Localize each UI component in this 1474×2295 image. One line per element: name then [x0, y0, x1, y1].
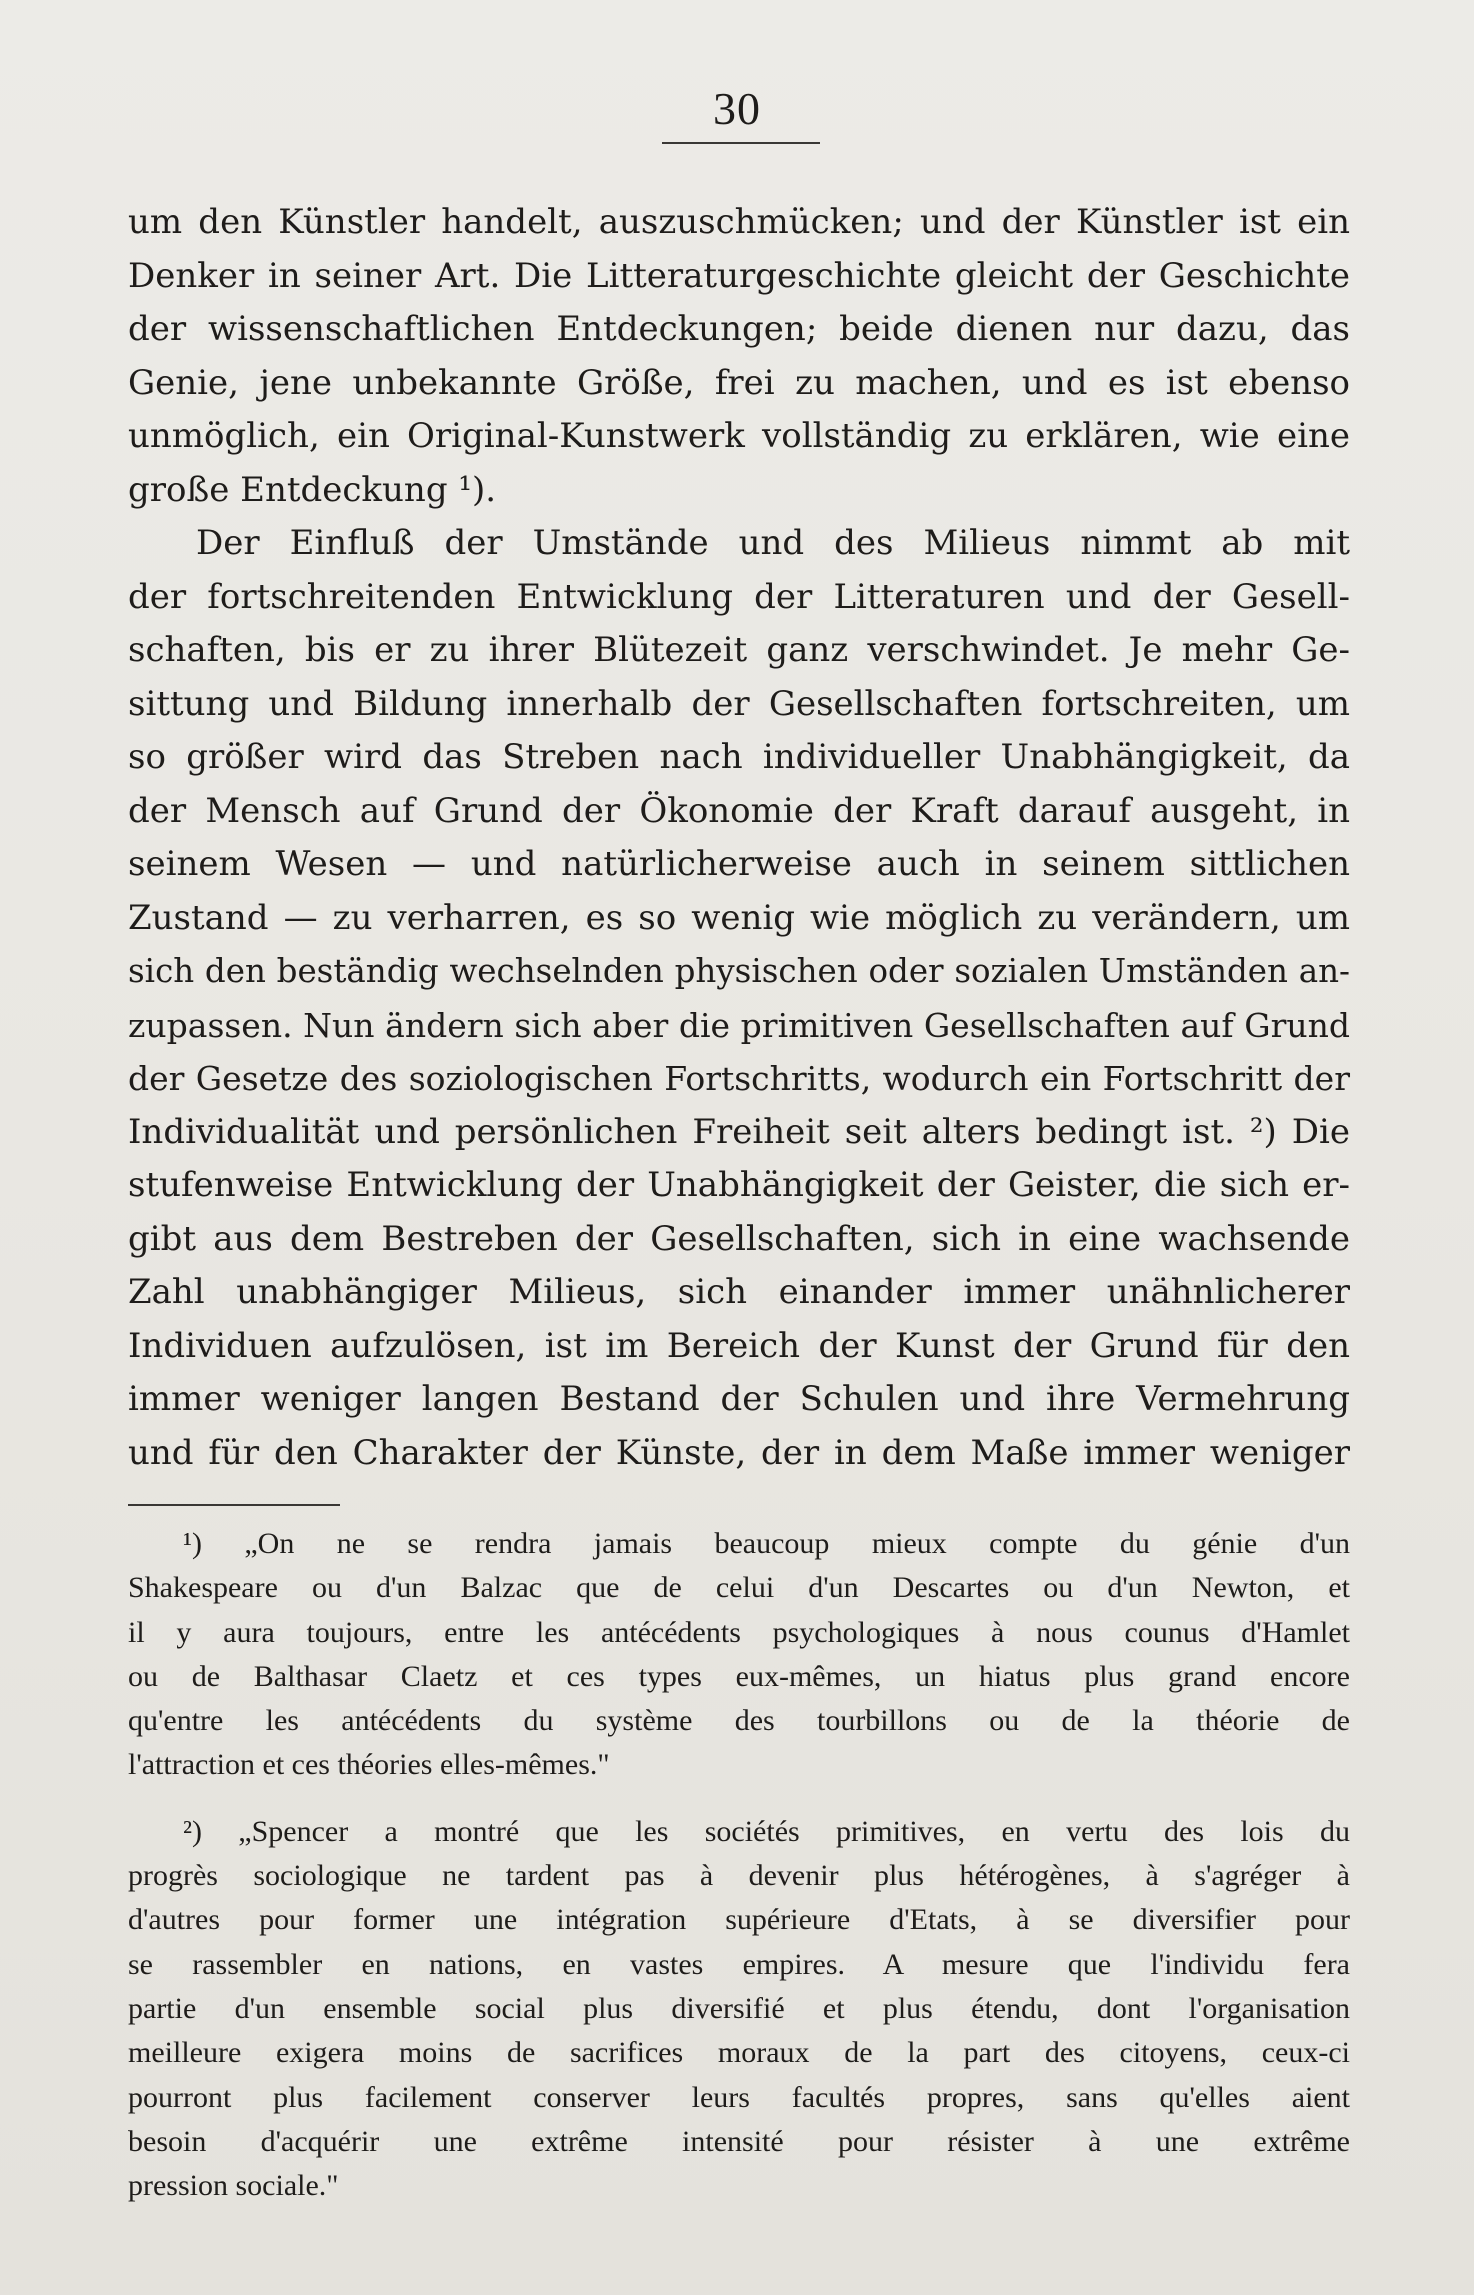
text-line: Individualität und persönlichen Freiheit seit alters bedingt ist. ²) Die	[128, 1111, 1350, 1152]
main-text-block	[128, 196, 1350, 1480]
footnote-line: meilleure exigera moins de sacrifices moraux de la part des citoyens, ceux-ci	[128, 2036, 1350, 2070]
text-line: immer weniger langen Bestand der Schulen und ihre Vermehrung	[128, 1379, 1350, 1419]
footnote-line: besoin d'acquérir une extrême intensité pour résister à une extrême	[128, 2124, 1350, 2158]
footnote-line: il y aura toujours, entre les antécédents psychologiques à nous counus d'Hamlet	[128, 1615, 1350, 1649]
text-line: zupassen. Nun ändern sich aber die primitiven Gesellschaften auf Grund	[128, 1005, 1350, 1045]
text-line: Der Einfluß der Umstände und des Milieus nimmt ab mit	[196, 523, 1350, 563]
text-line: sittung und Bildung innerhalb der Gesellschaften fortschreiten, um	[128, 683, 1350, 724]
footnote-2	[128, 1810, 1350, 2209]
footnote-rule	[128, 1504, 340, 1506]
footnotes	[128, 1522, 1350, 2208]
text-line: unmöglich, ein Original-Kunstwerk vollständig zu erklären, wie eine	[128, 416, 1350, 456]
text-line: Zahl unabhängiger Milieus, sich einander immer unähnlicherer	[128, 1272, 1350, 1312]
text-line: seinem Wesen — und natürlicherweise auch in seinem sittlichen	[128, 844, 1350, 884]
footnote-line: qu'entre les antécédents du système des tourbillons ou de la théorie de	[128, 1704, 1350, 1738]
text-line: so größer wird das Streben nach individueller Unabhängigkeit, da	[128, 737, 1350, 777]
footnote-line: l'attraction et ces théories elles-mêmes."	[128, 1748, 610, 1782]
text-line: der wissenschaftlichen Entdeckungen; beide dienen nur dazu, das	[128, 309, 1350, 349]
text-line: stufenweise Entwicklung der Unabhängigkeit der Geister, die sich er-	[128, 1165, 1350, 1205]
footnote-line: d'autres pour former une intégration supérieure d'Etats, à se diversifier pour	[128, 1903, 1350, 1937]
footnote-line: ¹) „On ne se rendra jamais beaucoup mieux compte du génie d'un	[183, 1527, 1350, 1560]
footnote-line: ²) „Spencer a montré que les sociétés primitives, en vertu des lois du	[183, 1814, 1350, 1848]
text-line: sich den beständig wechselnden physischen oder sozialen Umständen an-	[128, 952, 1350, 990]
text-line: Genie, jene unbekannte Größe, frei zu machen, und es ist ebenso	[128, 362, 1350, 403]
footnote-line: Shakespeare ou d'un Balzac que de celui d'un Descartes ou d'un Newton, et	[128, 1571, 1350, 1605]
text-line: der fortschreitenden Entwicklung der Litteraturen und der Gesell-	[128, 576, 1350, 617]
text-line: der Mensch auf Grund der Ökonomie der Kraft darauf ausgeht, in	[128, 790, 1350, 831]
footnote-line: pourront plus facilement conserver leurs facultés propres, sans qu'elles aient	[128, 2080, 1350, 2114]
text-line: und für den Charakter der Künste, der in dem Maße immer weniger	[128, 1432, 1350, 1473]
header-rule	[662, 142, 820, 144]
footnote-line: se rassembler en nations, en vastes empires. A mesure que l'individu fera	[128, 1947, 1350, 1981]
footnote-line: partie d'un ensemble social plus diversifié et plus étendu, dont l'organisation	[128, 1991, 1350, 2025]
text-line: große Entdeckung ¹).	[128, 469, 497, 510]
page-number: 30	[713, 83, 761, 134]
footnote-line: progrès sociologique ne tardent pas à devenir plus hétérogènes, à s'agréger à	[128, 1859, 1350, 1893]
footnote-1	[128, 1522, 1350, 1788]
text-line: gibt aus dem Bestreben der Gesellschaften, sich in eine wachsende	[128, 1218, 1350, 1259]
text-line: der Gesetze des soziologischen Fortschritts, wodurch ein Fortschritt der	[128, 1059, 1350, 1098]
footnote-line: pression sociale."	[128, 2169, 339, 2203]
text-line: Zustand — zu verharren, es so wenig wie möglich zu verändern, um	[128, 897, 1350, 938]
footnote-line: ou de Balthasar Claetz et ces types eux-mêmes, un hiatus plus grand encore	[128, 1659, 1350, 1693]
text-line: um den Künstler handelt, auszuschmücken; und der Künstler ist ein	[128, 202, 1350, 242]
text-line: Individuen aufzulösen, ist im Bereich der Kunst der Grund für den	[128, 1325, 1350, 1366]
text-line: Denker in seiner Art. Die Litteraturgeschichte gleicht der Geschichte	[128, 255, 1350, 296]
text-line: schaften, bis er zu ihrer Blütezeit ganz verschwindet. Je mehr Ge-	[128, 630, 1350, 670]
